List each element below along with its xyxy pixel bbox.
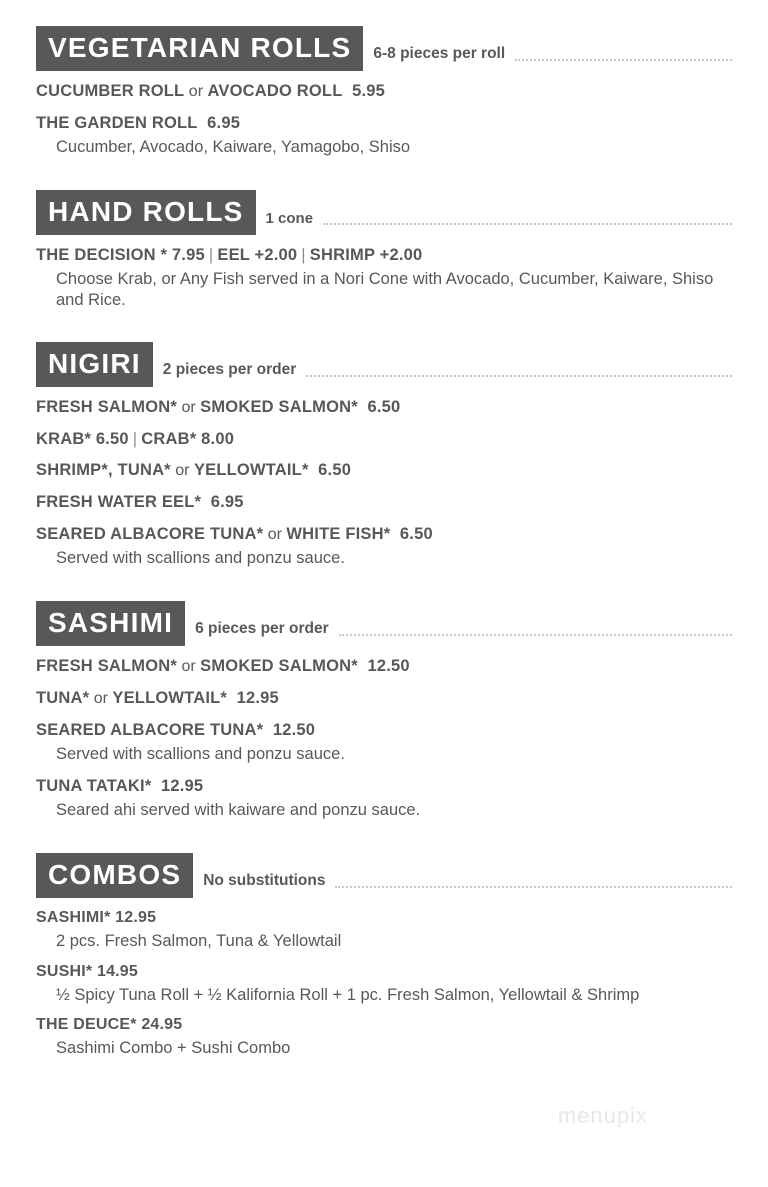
menu-item-conjunction: or bbox=[263, 525, 287, 543]
section-title: HAND ROLLS bbox=[36, 190, 256, 235]
menu-item-description: 2 pcs. Fresh Salmon, Tuna & Yellowtail bbox=[56, 932, 342, 951]
menu-item-price: 6.50 bbox=[399, 524, 433, 543]
section-divider bbox=[339, 634, 732, 636]
menu-item-line bbox=[36, 429, 732, 450]
menu-item bbox=[36, 429, 732, 450]
section-hand-rolls bbox=[0, 158, 768, 312]
menu-item-description: Seared ahi served with kaiware and ponzu sauce. bbox=[56, 800, 421, 819]
menu-item-name: THE DEUCE* 24.95 bbox=[36, 1016, 183, 1034]
menu-item bbox=[36, 962, 732, 1006]
section-title: NIGIRI bbox=[36, 342, 153, 387]
menu-item-name-alt: YELLOWTAIL* bbox=[193, 461, 309, 480]
menu-item bbox=[36, 776, 732, 821]
menu-item-name-alt: CRAB* 8.00 bbox=[141, 429, 235, 448]
menu-item-name-alt: YELLOWTAIL* bbox=[112, 689, 228, 708]
menu-item-conjunction: or bbox=[177, 658, 201, 676]
menu-item-conjunction: or bbox=[170, 462, 194, 480]
menu-item-line bbox=[36, 492, 732, 513]
menu-item-line bbox=[36, 81, 732, 102]
section-items bbox=[36, 898, 732, 1059]
menu-item bbox=[36, 688, 732, 709]
section-note: No substitutions bbox=[203, 872, 326, 890]
menu-item-name-alt: AVOCADO ROLL bbox=[207, 82, 343, 100]
section-header bbox=[36, 26, 732, 71]
menu-item-name: SEARED ALBACORE TUNA* bbox=[36, 721, 264, 740]
section-items bbox=[36, 646, 732, 821]
menu-item-line bbox=[36, 1015, 732, 1035]
menu-item-extra-eel: EEL +2.00 bbox=[217, 246, 298, 265]
menu-item-name-alt: WHITE FISH* bbox=[286, 524, 391, 543]
menu-item-line bbox=[36, 245, 732, 266]
menu-item bbox=[36, 1015, 732, 1059]
section-note: 6 pieces per order bbox=[195, 620, 329, 638]
menu-item bbox=[36, 397, 732, 418]
menu-item-name: FRESH WATER EEL* bbox=[36, 493, 202, 512]
menu-item bbox=[36, 245, 732, 312]
menu-item-name: FRESH SALMON* bbox=[36, 657, 178, 676]
section-divider bbox=[323, 223, 732, 225]
menu-item-separator: | bbox=[301, 246, 306, 265]
section-items bbox=[36, 235, 732, 312]
menu-item-name: SEARED ALBACORE TUNA* bbox=[36, 524, 264, 543]
menu-item-name: SASHIMI* 12.95 bbox=[36, 909, 157, 927]
section-vegetarian-rolls bbox=[0, 0, 768, 158]
menu-item-line bbox=[36, 962, 732, 982]
section-items bbox=[36, 387, 732, 570]
section-nigiri bbox=[0, 312, 768, 570]
section-divider bbox=[515, 59, 732, 61]
menu-item-line bbox=[36, 656, 732, 677]
section-title: SASHIMI bbox=[36, 601, 185, 646]
section-note: 2 pieces per order bbox=[162, 360, 297, 378]
menu-item-description: Served with scallions and ponzu sauce. bbox=[56, 744, 345, 763]
menu-item bbox=[36, 656, 732, 677]
section-title: VEGETARIAN ROLLS bbox=[36, 26, 363, 71]
menu-item bbox=[36, 720, 732, 765]
menu-item-description: ½ Spicy Tuna Roll + ½ Kalifornia Roll + 1 pc. Fresh Salmon, Yellowtail & Shrimp bbox=[56, 985, 640, 1004]
menu-item-line bbox=[36, 397, 732, 418]
menu-item-line bbox=[36, 776, 732, 797]
section-title: COMBOS bbox=[36, 853, 193, 898]
menu-item-separator: | bbox=[208, 246, 214, 265]
menu-item-name: THE DECISION * 7.95 bbox=[36, 246, 205, 265]
menu-item bbox=[36, 81, 732, 102]
menu-item-conjunction: or bbox=[89, 690, 113, 708]
section-items bbox=[36, 71, 732, 158]
menu-item-price: 6.95 bbox=[207, 114, 241, 132]
section-header bbox=[36, 853, 732, 898]
menu-item-name: FRESH SALMON* bbox=[36, 397, 178, 416]
section-combos bbox=[0, 821, 768, 1059]
menu-item bbox=[36, 524, 732, 569]
menu-item-separator: | bbox=[132, 429, 138, 448]
menu-item bbox=[36, 113, 732, 158]
menu-item-price: 6.50 bbox=[318, 461, 352, 480]
section-sashimi bbox=[0, 569, 768, 821]
menu-item-price: 12.95 bbox=[161, 777, 204, 796]
menu-item-name: TUNA* bbox=[36, 689, 90, 708]
section-header bbox=[36, 601, 732, 646]
menu-item-price: 6.95 bbox=[210, 493, 244, 512]
menu-item-line bbox=[36, 720, 732, 741]
menu-item-price: 12.50 bbox=[272, 721, 316, 740]
menu-item-name: SUSHI* 14.95 bbox=[36, 962, 139, 980]
menu-item-name: TUNA TATAKI* bbox=[36, 777, 152, 796]
menu-item-line bbox=[36, 908, 732, 928]
menu-item-line bbox=[36, 113, 732, 134]
section-divider bbox=[335, 886, 732, 888]
menu-item-name-alt: SMOKED SALMON* bbox=[200, 397, 358, 416]
menu-item-description: Cucumber, Avocado, Kaiware, Yamagobo, Shiso bbox=[56, 137, 411, 156]
menu-item-name: THE GARDEN ROLL bbox=[36, 114, 198, 132]
section-header bbox=[36, 342, 732, 387]
menu-item-price: 5.95 bbox=[352, 82, 385, 100]
section-divider bbox=[306, 375, 732, 377]
menu-item-line bbox=[36, 688, 732, 709]
menu-item-price: 12.50 bbox=[367, 657, 410, 676]
menu-item-extra-shrimp: SHRIMP +2.00 bbox=[309, 246, 423, 265]
section-header bbox=[36, 190, 732, 235]
menu-item-conjunction: or bbox=[177, 398, 201, 416]
menu-item-price: 6.50 bbox=[367, 397, 401, 416]
section-note: 6-8 pieces per roll bbox=[373, 45, 506, 62]
section-note: 1 cone bbox=[265, 210, 314, 228]
menu-item-description: Choose Krab, or Any Fish served in a Nori Cone with Avocado, Cucumber, Kaiware, Shiso and Rice. bbox=[56, 269, 714, 310]
menu-item-line bbox=[36, 524, 732, 545]
watermark: menupix bbox=[557, 1103, 648, 1128]
menu-item-line bbox=[36, 460, 732, 481]
menu-item-description: Served with scallions and ponzu sauce. bbox=[56, 548, 345, 567]
menu-item-name-alt: SMOKED SALMON* bbox=[200, 657, 358, 676]
menu-item bbox=[36, 460, 732, 481]
menu-item-name: CUCUMBER ROLL bbox=[36, 82, 185, 100]
menu-item-price: 12.95 bbox=[236, 689, 279, 708]
menu-item-name: KRAB* 6.50 bbox=[36, 429, 129, 448]
menu-item bbox=[36, 908, 732, 952]
menu-item-name: SHRIMP*, TUNA* bbox=[36, 461, 171, 480]
menu-item-conjunction: or bbox=[184, 83, 208, 100]
menu-item bbox=[36, 492, 732, 513]
menu-item-description: Sashimi Combo + Sushi Combo bbox=[56, 1039, 291, 1058]
